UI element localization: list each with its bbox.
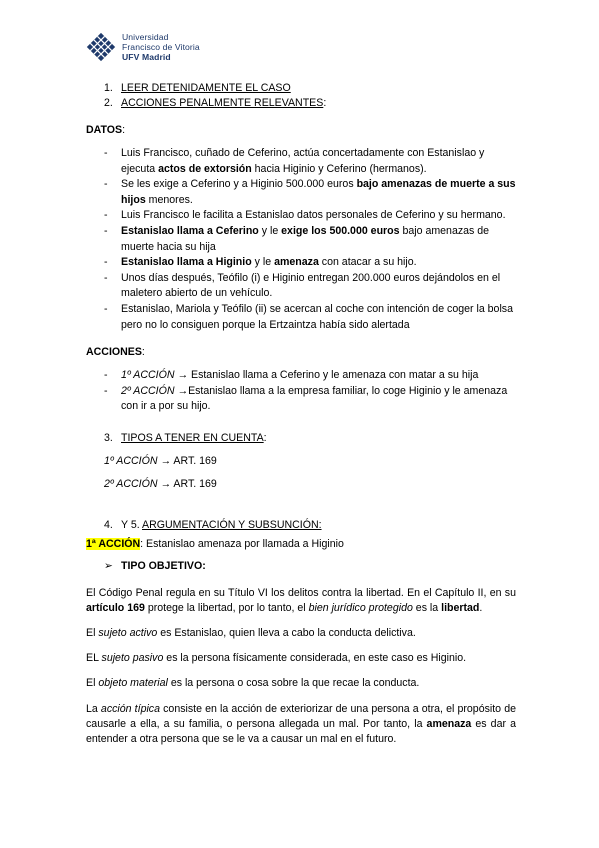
arrow-icon: →	[177, 384, 189, 397]
item-text: bajo amenazas de muerte hacia su hija	[121, 224, 490, 253]
arrow-icon: →	[160, 478, 172, 491]
tipo-line-2	[86, 477, 516, 492]
italic-text: sujeto activo	[98, 626, 158, 639]
text: es dar a entender a otra persona que se le va a causar un mal en el futuro.	[86, 717, 516, 745]
item-bold: amenaza	[274, 256, 319, 269]
item-text: hacia Higinio y Ceferino (hermanos).	[251, 162, 427, 175]
item-text: menores.	[145, 193, 193, 206]
item-text: Estanislao llama a la empresa familiar, lo coge Higinio y le amenaza con ir a por su hijo.	[121, 384, 508, 413]
tipo-line-1	[86, 454, 516, 469]
datos-list	[86, 146, 516, 333]
dash-bullet: -	[104, 178, 108, 191]
highlighted-label: 1ª ACCIÓN	[86, 538, 141, 551]
text: La	[86, 702, 101, 715]
item-text: Estanislao llama a Ceferino y le amenaza con matar a su hija	[188, 369, 479, 382]
italic-text: objeto material	[98, 677, 168, 690]
list-item	[86, 224, 516, 255]
logo-text	[122, 32, 200, 62]
text: El	[86, 677, 99, 690]
step-title: LEER DETENIDAMENTE EL CASO	[121, 82, 291, 94]
text: .	[479, 601, 483, 614]
text: es Estanislao, quien lleva a cabo la conducta delictiva.	[157, 626, 416, 639]
paragraph-4	[86, 676, 516, 691]
acciones-title: ACCIONES	[86, 346, 142, 359]
document-body	[86, 81, 516, 747]
text: consiste en la acción de exteriorizar de una persona a otra, el propósito de causarle a ella, a su familia, o persona allegada un mal. Por tanto, la	[86, 702, 516, 730]
acciones-list	[86, 368, 516, 415]
datos-heading	[86, 123, 516, 138]
dash-bullet: -	[104, 302, 108, 315]
text: El	[86, 626, 99, 639]
text: es la persona físicamente considerada, en este caso es Higinio.	[163, 652, 467, 665]
italic-text: sujeto pasivo	[101, 652, 164, 665]
step-suffix: :	[263, 431, 267, 444]
bold-text: artículo 169	[86, 601, 145, 614]
logo-line-2: Francisco de Vitoria	[122, 42, 200, 52]
article-ref: ART. 169	[171, 454, 217, 467]
dash-bullet: -	[104, 147, 108, 159]
action-label: 1º ACCIÓN	[104, 454, 158, 467]
item-bold: actos de extorsión	[158, 162, 252, 175]
list-item	[86, 368, 516, 384]
paragraph-5	[86, 702, 516, 748]
step-number: 1.	[104, 82, 113, 94]
acciones-title-suffix: :	[141, 346, 145, 359]
item-text: Estanislao, Mariola y Teófilo (ii) se acercan al coche con intención de coger la bolsa pero no lo consiguen porque la Ertzaintza había sido alertada	[121, 302, 513, 331]
step-3	[86, 431, 516, 446]
item-text: Se les exige a Ceferino y a Higinio 500.000 euros	[121, 178, 357, 191]
paragraph-2	[86, 626, 516, 641]
action-label: 2º ACCIÓN	[121, 384, 175, 397]
ufv-logo	[86, 30, 200, 64]
action-label: 2º ACCIÓN	[104, 478, 158, 491]
step-number: 4.	[104, 519, 113, 532]
datos-title-suffix: :	[122, 124, 126, 136]
italic-text: bien jurídico protegido	[308, 601, 413, 614]
dash-bullet: -	[104, 271, 108, 284]
step-2	[86, 96, 516, 111]
tipo-objetivo-title: TIPO OBJETIVO:	[121, 559, 206, 572]
item-bold: bajo amenazas de muerte a sus hijos	[121, 178, 516, 206]
item-text: con atacar a su hijo.	[318, 256, 417, 269]
item-bold: exige los 500.000 euros	[281, 224, 400, 237]
step-number: 2.	[104, 97, 113, 109]
text: protege la libertad, por lo tanto, el	[144, 601, 309, 614]
text: El Código Penal regula en su Título VI los delitos contra la libertad. En el Capítulo II, en su	[86, 586, 516, 599]
list-item	[86, 255, 516, 271]
acciones-heading	[86, 345, 516, 360]
dash-bullet: -	[104, 224, 108, 237]
item-bold: Estanislao llama a Higinio	[121, 256, 252, 269]
list-item	[86, 271, 516, 302]
list-item	[86, 146, 516, 177]
bold-text: libertad	[441, 601, 480, 614]
step-title: ARGUMENTACIÓN Y SUBSUNCIÓN:	[142, 519, 322, 532]
list-item	[86, 384, 516, 415]
arrow-icon: →	[160, 454, 172, 467]
primera-accion-line	[86, 537, 516, 552]
step-1	[86, 81, 516, 96]
list-item	[86, 177, 516, 208]
list-item	[86, 208, 516, 224]
paragraph-3	[86, 651, 516, 666]
step-number: 3.	[104, 431, 113, 444]
text: es la persona o cosa sobre la que recae la conducta.	[167, 677, 420, 690]
dash-bullet: -	[104, 384, 108, 397]
paragraph-1	[86, 586, 516, 616]
item-text: Unos días después, Teófilo (i) e Higinio entregan 200.000 euros dejándolos en el maletero abierto de un vehículo.	[121, 271, 501, 300]
bold-text: amenaza	[426, 717, 472, 730]
step-4	[86, 518, 516, 533]
step-title: TIPOS A TENER EN CUENTA	[121, 431, 264, 444]
text: es la	[412, 601, 442, 614]
step-title: ACCIONES PENALMENTE RELEVANTES	[121, 97, 324, 109]
arrowhead-bullet-icon: ➢	[104, 559, 113, 572]
logo-line-3: UFV Madrid	[122, 52, 171, 62]
step-suffix: :	[323, 97, 327, 109]
item-text: y le	[258, 224, 282, 237]
item-text: y le	[251, 256, 275, 269]
logo-line-1: Universidad	[122, 32, 169, 42]
primera-accion-text: : Estanislao amenaza por llamada a Higinio	[140, 538, 344, 551]
ufv-logo-icon	[86, 32, 116, 62]
tipo-objetivo-heading	[86, 559, 516, 574]
dash-bullet: -	[104, 256, 108, 269]
article-ref: ART. 169	[171, 478, 217, 491]
step-prefix: Y 5.	[121, 519, 143, 532]
dash-bullet: -	[104, 209, 108, 222]
list-item	[86, 302, 516, 333]
action-label: 1º ACCIÓN	[121, 369, 175, 382]
item-text: Luis Francisco, cuñado de Ceferino, actúa concertadamente con Estanislao y ejecuta	[121, 147, 485, 175]
datos-title: DATOS	[86, 124, 123, 136]
text: EL	[86, 652, 102, 665]
dash-bullet: -	[104, 369, 108, 382]
italic-text: acción típica	[100, 702, 160, 715]
arrow-icon: →	[177, 369, 189, 382]
item-text: Luis Francisco le facilita a Estanislao datos personales de Ceferino y su hermano.	[121, 209, 506, 222]
item-bold: Estanislao llama a Ceferino	[121, 224, 259, 237]
